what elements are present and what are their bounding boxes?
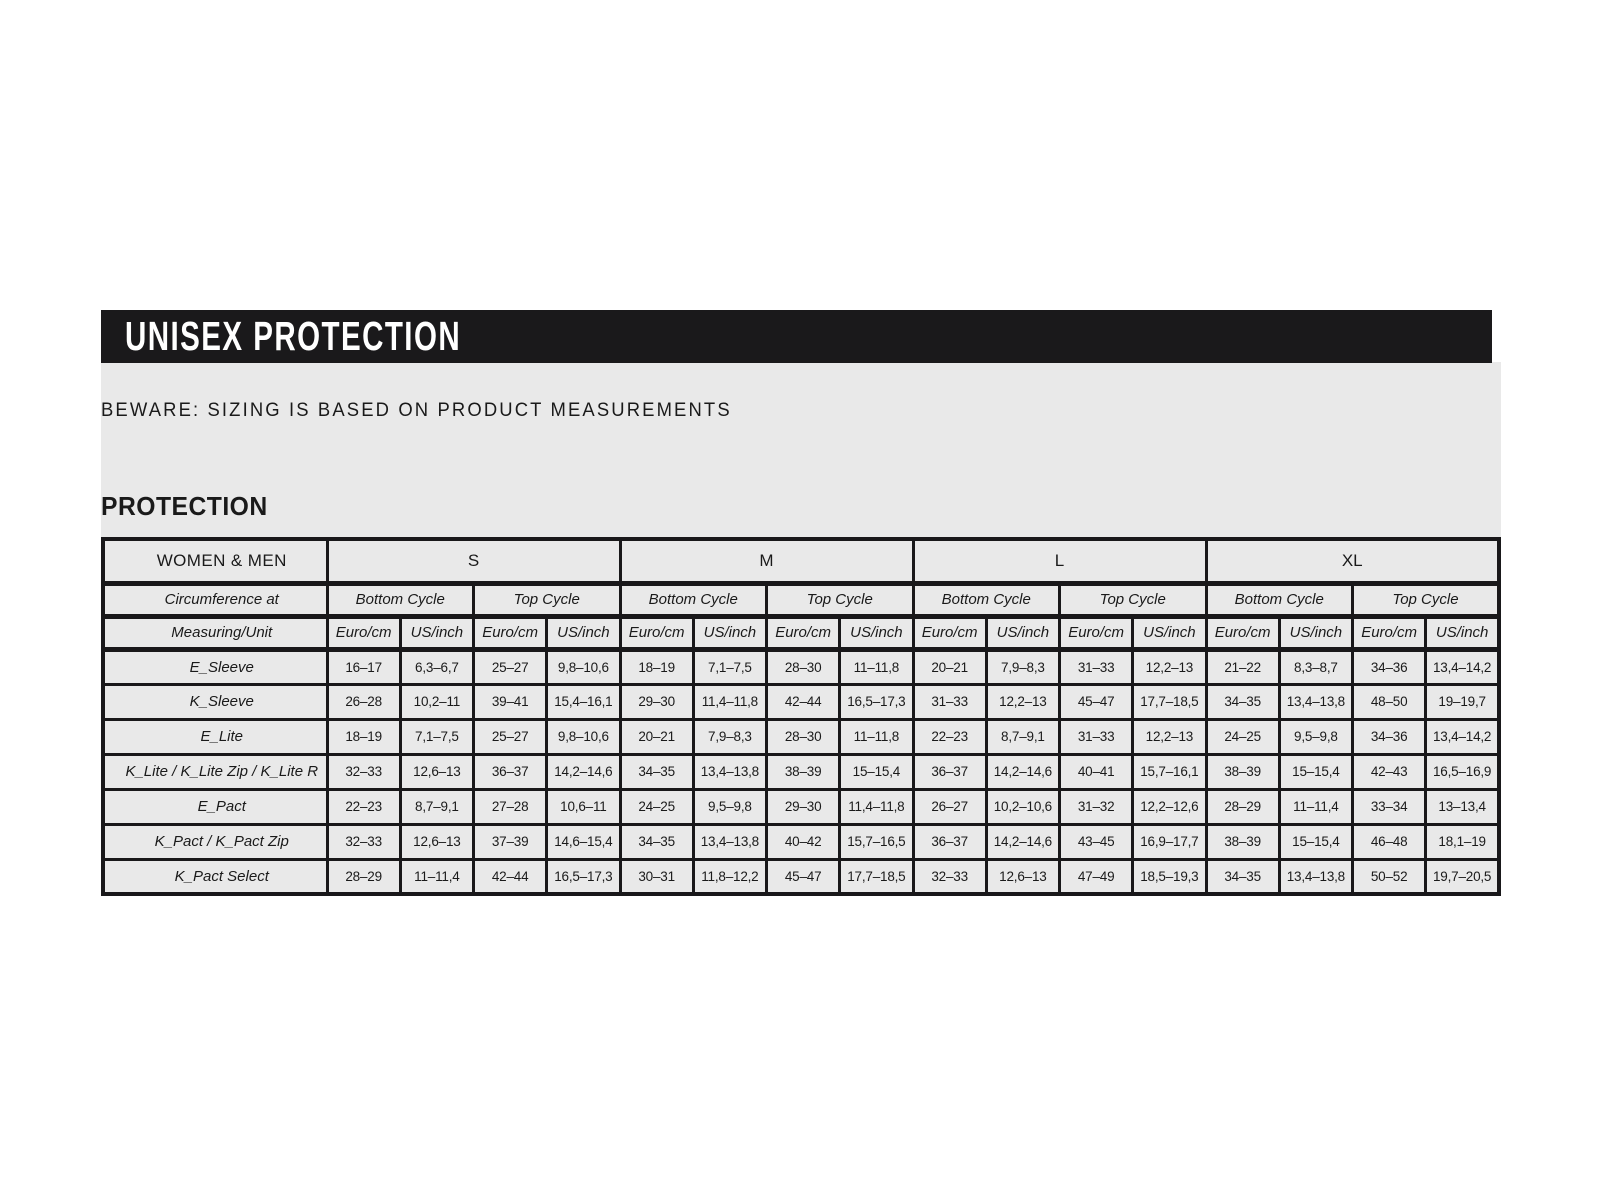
unit-header: US/inch: [400, 616, 473, 649]
table-row: [103, 824, 1499, 859]
unit-header: Euro/cm: [1353, 616, 1426, 649]
value-cell: 31–33: [913, 684, 986, 719]
value-cell: 26–28: [327, 684, 400, 719]
sizing-table-body: [103, 649, 1499, 894]
value-cell: 15–15,4: [1279, 754, 1352, 789]
product-label: E_Sleeve: [103, 649, 327, 684]
table-row: [103, 684, 1499, 719]
table-row: [103, 859, 1499, 894]
value-cell: 16,5–16,9: [1426, 754, 1499, 789]
cycle-header: Bottom Cycle: [913, 583, 1060, 616]
value-cell: 37–39: [474, 824, 547, 859]
value-cell: 40–41: [1060, 754, 1133, 789]
value-cell: 16,5–17,3: [840, 684, 913, 719]
size-group-row: [103, 539, 1499, 583]
value-cell: 27–28: [474, 789, 547, 824]
table-row: [103, 754, 1499, 789]
value-cell: 15,7–16,5: [840, 824, 913, 859]
value-cell: 11,4–11,8: [840, 789, 913, 824]
value-cell: 17,7–18,5: [1133, 684, 1206, 719]
value-cell: 29–30: [620, 684, 693, 719]
value-cell: 20–21: [620, 719, 693, 754]
value-cell: 9,8–10,6: [547, 649, 620, 684]
value-cell: 9,8–10,6: [547, 719, 620, 754]
value-cell: 13–13,4: [1426, 789, 1499, 824]
value-cell: 11–11,4: [1279, 789, 1352, 824]
cycle-header: Bottom Cycle: [1206, 583, 1353, 616]
value-cell: 31–33: [1060, 719, 1133, 754]
value-cell: 31–33: [1060, 649, 1133, 684]
value-cell: 18,5–19,3: [1133, 859, 1206, 894]
value-cell: 22–23: [913, 719, 986, 754]
product-label: K_Sleeve: [103, 684, 327, 719]
unit-header: Euro/cm: [1060, 616, 1133, 649]
unit-row: [103, 616, 1499, 649]
value-cell: 11–11,8: [840, 719, 913, 754]
unit-header: US/inch: [1279, 616, 1352, 649]
unit-header: Euro/cm: [1206, 616, 1279, 649]
value-cell: 13,4–14,2: [1426, 649, 1499, 684]
value-cell: 12,6–13: [400, 754, 473, 789]
value-cell: 50–52: [1353, 859, 1426, 894]
value-cell: 36–37: [913, 754, 986, 789]
value-cell: 14,2–14,6: [986, 824, 1059, 859]
corner-cell: WOMEN & MEN: [103, 539, 327, 583]
value-cell: 33–34: [1353, 789, 1426, 824]
value-cell: 25–27: [474, 719, 547, 754]
value-cell: 48–50: [1353, 684, 1426, 719]
value-cell: 38–39: [1206, 754, 1279, 789]
value-cell: 10,2–11: [400, 684, 473, 719]
value-cell: 32–33: [327, 754, 400, 789]
value-cell: 12,2–13: [1133, 649, 1206, 684]
value-cell: 8,7–9,1: [400, 789, 473, 824]
value-cell: 34–35: [1206, 684, 1279, 719]
value-cell: 47–49: [1060, 859, 1133, 894]
value-cell: 18,1–19: [1426, 824, 1499, 859]
value-cell: 13,4–13,8: [1279, 684, 1352, 719]
value-cell: 28–29: [1206, 789, 1279, 824]
value-cell: 43–45: [1060, 824, 1133, 859]
value-cell: 18–19: [327, 719, 400, 754]
unit-header: US/inch: [986, 616, 1059, 649]
value-cell: 42–44: [474, 859, 547, 894]
value-cell: 11–11,4: [400, 859, 473, 894]
value-cell: 46–48: [1353, 824, 1426, 859]
value-cell: 19,7–20,5: [1426, 859, 1499, 894]
value-cell: 12,2–12,6: [1133, 789, 1206, 824]
value-cell: 10,6–11: [547, 789, 620, 824]
product-label: E_Pact: [103, 789, 327, 824]
product-label: E_Lite: [103, 719, 327, 754]
title-bar: [101, 310, 1492, 363]
value-cell: 14,2–14,6: [547, 754, 620, 789]
value-cell: 28–30: [767, 719, 840, 754]
unit-header: US/inch: [1426, 616, 1499, 649]
size-header-l: L: [913, 539, 1206, 583]
value-cell: 15,7–16,1: [1133, 754, 1206, 789]
value-cell: 26–27: [913, 789, 986, 824]
value-cell: 38–39: [1206, 824, 1279, 859]
value-cell: 29–30: [767, 789, 840, 824]
value-cell: 13,4–13,8: [693, 824, 766, 859]
value-cell: 39–41: [474, 684, 547, 719]
cycle-header: Top Cycle: [767, 583, 914, 616]
value-cell: 7,9–8,3: [693, 719, 766, 754]
unit-header: Euro/cm: [913, 616, 986, 649]
value-cell: 22–23: [327, 789, 400, 824]
value-cell: 7,1–7,5: [693, 649, 766, 684]
unit-header: US/inch: [547, 616, 620, 649]
value-cell: 15,4–16,1: [547, 684, 620, 719]
value-cell: 7,1–7,5: [400, 719, 473, 754]
circumference-label: Circumference at: [103, 583, 327, 616]
value-cell: 40–42: [767, 824, 840, 859]
cycle-header: Top Cycle: [1060, 583, 1207, 616]
value-cell: 18–19: [620, 649, 693, 684]
cycle-header: Bottom Cycle: [620, 583, 767, 616]
size-header-xl: XL: [1206, 539, 1499, 583]
product-label: K_Pact Select: [103, 859, 327, 894]
value-cell: 24–25: [620, 789, 693, 824]
cycle-header: Top Cycle: [474, 583, 621, 616]
value-cell: 34–35: [620, 754, 693, 789]
value-cell: 45–47: [1060, 684, 1133, 719]
value-cell: 17,7–18,5: [840, 859, 913, 894]
value-cell: 6,3–6,7: [400, 649, 473, 684]
value-cell: 32–33: [913, 859, 986, 894]
value-cell: 11–11,8: [840, 649, 913, 684]
measuring-label: Measuring/Unit: [103, 616, 327, 649]
value-cell: 13,4–13,8: [693, 754, 766, 789]
value-cell: 7,9–8,3: [986, 649, 1059, 684]
sizing-table-header: [103, 539, 1499, 649]
value-cell: 16,5–17,3: [547, 859, 620, 894]
value-cell: 13,4–13,8: [1279, 859, 1352, 894]
value-cell: 14,2–14,6: [986, 754, 1059, 789]
table-row: [103, 649, 1499, 684]
table-row: [103, 789, 1499, 824]
value-cell: 36–37: [913, 824, 986, 859]
unit-header: US/inch: [1133, 616, 1206, 649]
unit-header: Euro/cm: [474, 616, 547, 649]
value-cell: 16,9–17,7: [1133, 824, 1206, 859]
sizing-table: [101, 537, 1501, 896]
value-cell: 34–35: [1206, 859, 1279, 894]
product-label: K_Pact / K_Pact Zip: [103, 824, 327, 859]
cycle-header: Bottom Cycle: [327, 583, 474, 616]
value-cell: 31–32: [1060, 789, 1133, 824]
value-cell: 30–31: [620, 859, 693, 894]
cycle-row: [103, 583, 1499, 616]
value-cell: 36–37: [474, 754, 547, 789]
value-cell: 20–21: [913, 649, 986, 684]
value-cell: 16–17: [327, 649, 400, 684]
value-cell: 34–35: [620, 824, 693, 859]
value-cell: 11,4–11,8: [693, 684, 766, 719]
value-cell: 10,2–10,6: [986, 789, 1059, 824]
unit-header: US/inch: [840, 616, 913, 649]
size-header-s: S: [327, 539, 620, 583]
unit-header: US/inch: [693, 616, 766, 649]
value-cell: 45–47: [767, 859, 840, 894]
value-cell: 8,3–8,7: [1279, 649, 1352, 684]
unit-header: Euro/cm: [767, 616, 840, 649]
value-cell: 42–44: [767, 684, 840, 719]
value-cell: 28–29: [327, 859, 400, 894]
value-cell: 24–25: [1206, 719, 1279, 754]
sizing-notice: BEWARE: SIZING IS BASED ON PRODUCT MEASUREMENTS: [101, 400, 732, 421]
table-row: [103, 719, 1499, 754]
value-cell: 34–36: [1353, 649, 1426, 684]
value-cell: 28–30: [767, 649, 840, 684]
value-cell: 12,2–13: [986, 684, 1059, 719]
value-cell: 32–33: [327, 824, 400, 859]
cycle-header: Top Cycle: [1353, 583, 1500, 616]
value-cell: 9,5–9,8: [1279, 719, 1352, 754]
unit-header: Euro/cm: [327, 616, 400, 649]
value-cell: 12,6–13: [986, 859, 1059, 894]
value-cell: 34–36: [1353, 719, 1426, 754]
value-cell: 8,7–9,1: [986, 719, 1059, 754]
value-cell: 12,2–13: [1133, 719, 1206, 754]
value-cell: 15–15,4: [1279, 824, 1352, 859]
value-cell: 9,5–9,8: [693, 789, 766, 824]
size-header-m: M: [620, 539, 913, 583]
value-cell: 14,6–15,4: [547, 824, 620, 859]
value-cell: 38–39: [767, 754, 840, 789]
unit-header: Euro/cm: [620, 616, 693, 649]
value-cell: 42–43: [1353, 754, 1426, 789]
page-title: UNISEX PROTECTION: [125, 313, 462, 359]
value-cell: 11,8–12,2: [693, 859, 766, 894]
product-label: K_Lite / K_Lite Zip / K_Lite R: [103, 754, 327, 789]
section-heading: PROTECTION: [101, 491, 268, 521]
value-cell: 12,6–13: [400, 824, 473, 859]
value-cell: 13,4–14,2: [1426, 719, 1499, 754]
value-cell: 19–19,7: [1426, 684, 1499, 719]
value-cell: 25–27: [474, 649, 547, 684]
value-cell: 15–15,4: [840, 754, 913, 789]
value-cell: 21–22: [1206, 649, 1279, 684]
